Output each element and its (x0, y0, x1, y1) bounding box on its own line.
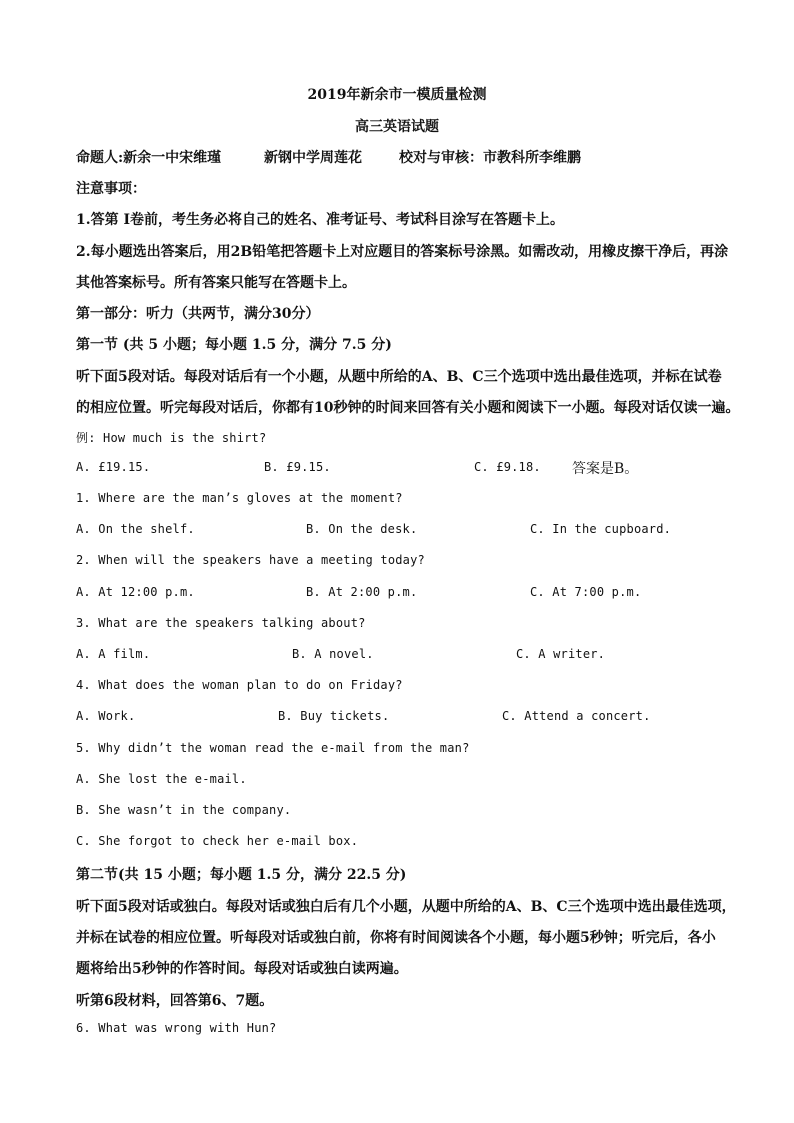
exam-subtitle: 高三英语试题 (355, 119, 439, 135)
author-2: 新钢中学周莲花 (264, 150, 362, 166)
question-1-option-b: B. On the desk. (306, 522, 418, 536)
authors-line (76, 147, 221, 167)
section-1-instructions-line-2: 的相应位置。听完每段对话后，你都有10秒钟的时间来回答有关小题和阅读下一小题。每段对话仅读一遍。 (76, 400, 740, 416)
example-option-a: A. £19.15. (76, 460, 151, 474)
section-2-instructions-line-3: 题将给出5秒钟的作答时间。每段对话或独白读两遍。 (76, 961, 408, 977)
question-2-option-b: B. At 2:00 p.m. (306, 585, 418, 599)
question-1-option-a: A. On the shelf. (76, 522, 195, 536)
question-6: 6. What was wrong with Hun? (76, 1021, 277, 1035)
question-2: 2. When will the speakers have a meeting today? (76, 553, 425, 567)
question-5-option-b: B. She wasn’t in the company. (76, 803, 292, 817)
question-5-option-c: C. She forgot to check her e-mail box. (76, 834, 359, 848)
notice-heading: 注意事项： (76, 181, 146, 197)
question-1-option-c: C. In the cupboard. (530, 522, 672, 536)
question-3-option-b: B. A novel. (292, 647, 374, 661)
exam-title: 2019年新余市一模质量检测 (307, 87, 487, 103)
question-4-option-a: A. Work. (76, 709, 136, 723)
section-2-instructions-line-2: 并标在试卷的相应位置。听每段对话或独白前，你将有时间阅读各个小题，每小题5秒钟；听完后，各小 (76, 930, 716, 946)
question-5: 5. Why didn’t the woman read the e-mail from the man? (76, 741, 470, 755)
part-1-heading: 第一部分：听力（共两节，满分30分） (76, 306, 320, 322)
example-question: 例: How much is the shirt? (76, 431, 267, 445)
question-3-option-c: C. A writer. (516, 647, 606, 661)
example-option-c: C. £9.18. (474, 460, 541, 474)
notice-1: 1.答第 I卷前，考生务必将自己的姓名、准考证号、考试科目涂写在答题卡上。 (76, 212, 565, 228)
notice-2-line-1: 2.每小题选出答案后，用2B铅笔把答题卡上对应题目的答案标号涂黑。如需改动，用橡皮擦干净后，再涂 (76, 244, 729, 260)
question-3-option-a: A. A film. (76, 647, 151, 661)
notice-2-line-2: 其他答案标号。所有答案只能写在答题卡上。 (76, 275, 356, 291)
section-1-instructions-line-1: 听下面5段对话。每段对话后有一个小题，从题中所给的A、B、C三个选项中选出最佳选项，并标在试卷 (76, 369, 722, 385)
question-3: 3. What are the speakers talking about? (76, 616, 366, 630)
section-2-heading: 第二节(共 15 小题；每小题 1.5 分，满分 22.5 分) (76, 867, 407, 883)
section-1-heading: 第一节 (共 5 小题；每小题 1.5 分，满分 7.5 分) (76, 337, 392, 353)
question-4-option-b: B. Buy tickets. (278, 709, 390, 723)
question-4: 4. What does the woman plan to do on Friday? (76, 678, 403, 692)
example-answer: 答案是B。 (572, 461, 639, 477)
author-1: 命题人:新余一中宋维瑾 (76, 150, 222, 166)
example-option-b: B. £9.15. (264, 460, 331, 474)
question-1: 1. Where are the man’s gloves at the moment? (76, 491, 403, 505)
passage-6-heading: 听第6段材料，回答第6、7题。 (76, 993, 274, 1009)
section-2-instructions-line-1: 听下面5段对话或独白。每段对话或独白后有几个小题，从题中所给的A、B、C三个选项中选出最佳选项， (76, 899, 736, 915)
author-3: 校对与审核：市教科所李维鹏 (399, 150, 581, 166)
question-5-option-a: A. She lost the e-mail. (76, 772, 247, 786)
question-2-option-a: A. At 12:00 p.m. (76, 585, 195, 599)
question-4-option-c: C. Attend a concert. (502, 709, 651, 723)
question-2-option-c: C. At 7:00 p.m. (530, 585, 642, 599)
